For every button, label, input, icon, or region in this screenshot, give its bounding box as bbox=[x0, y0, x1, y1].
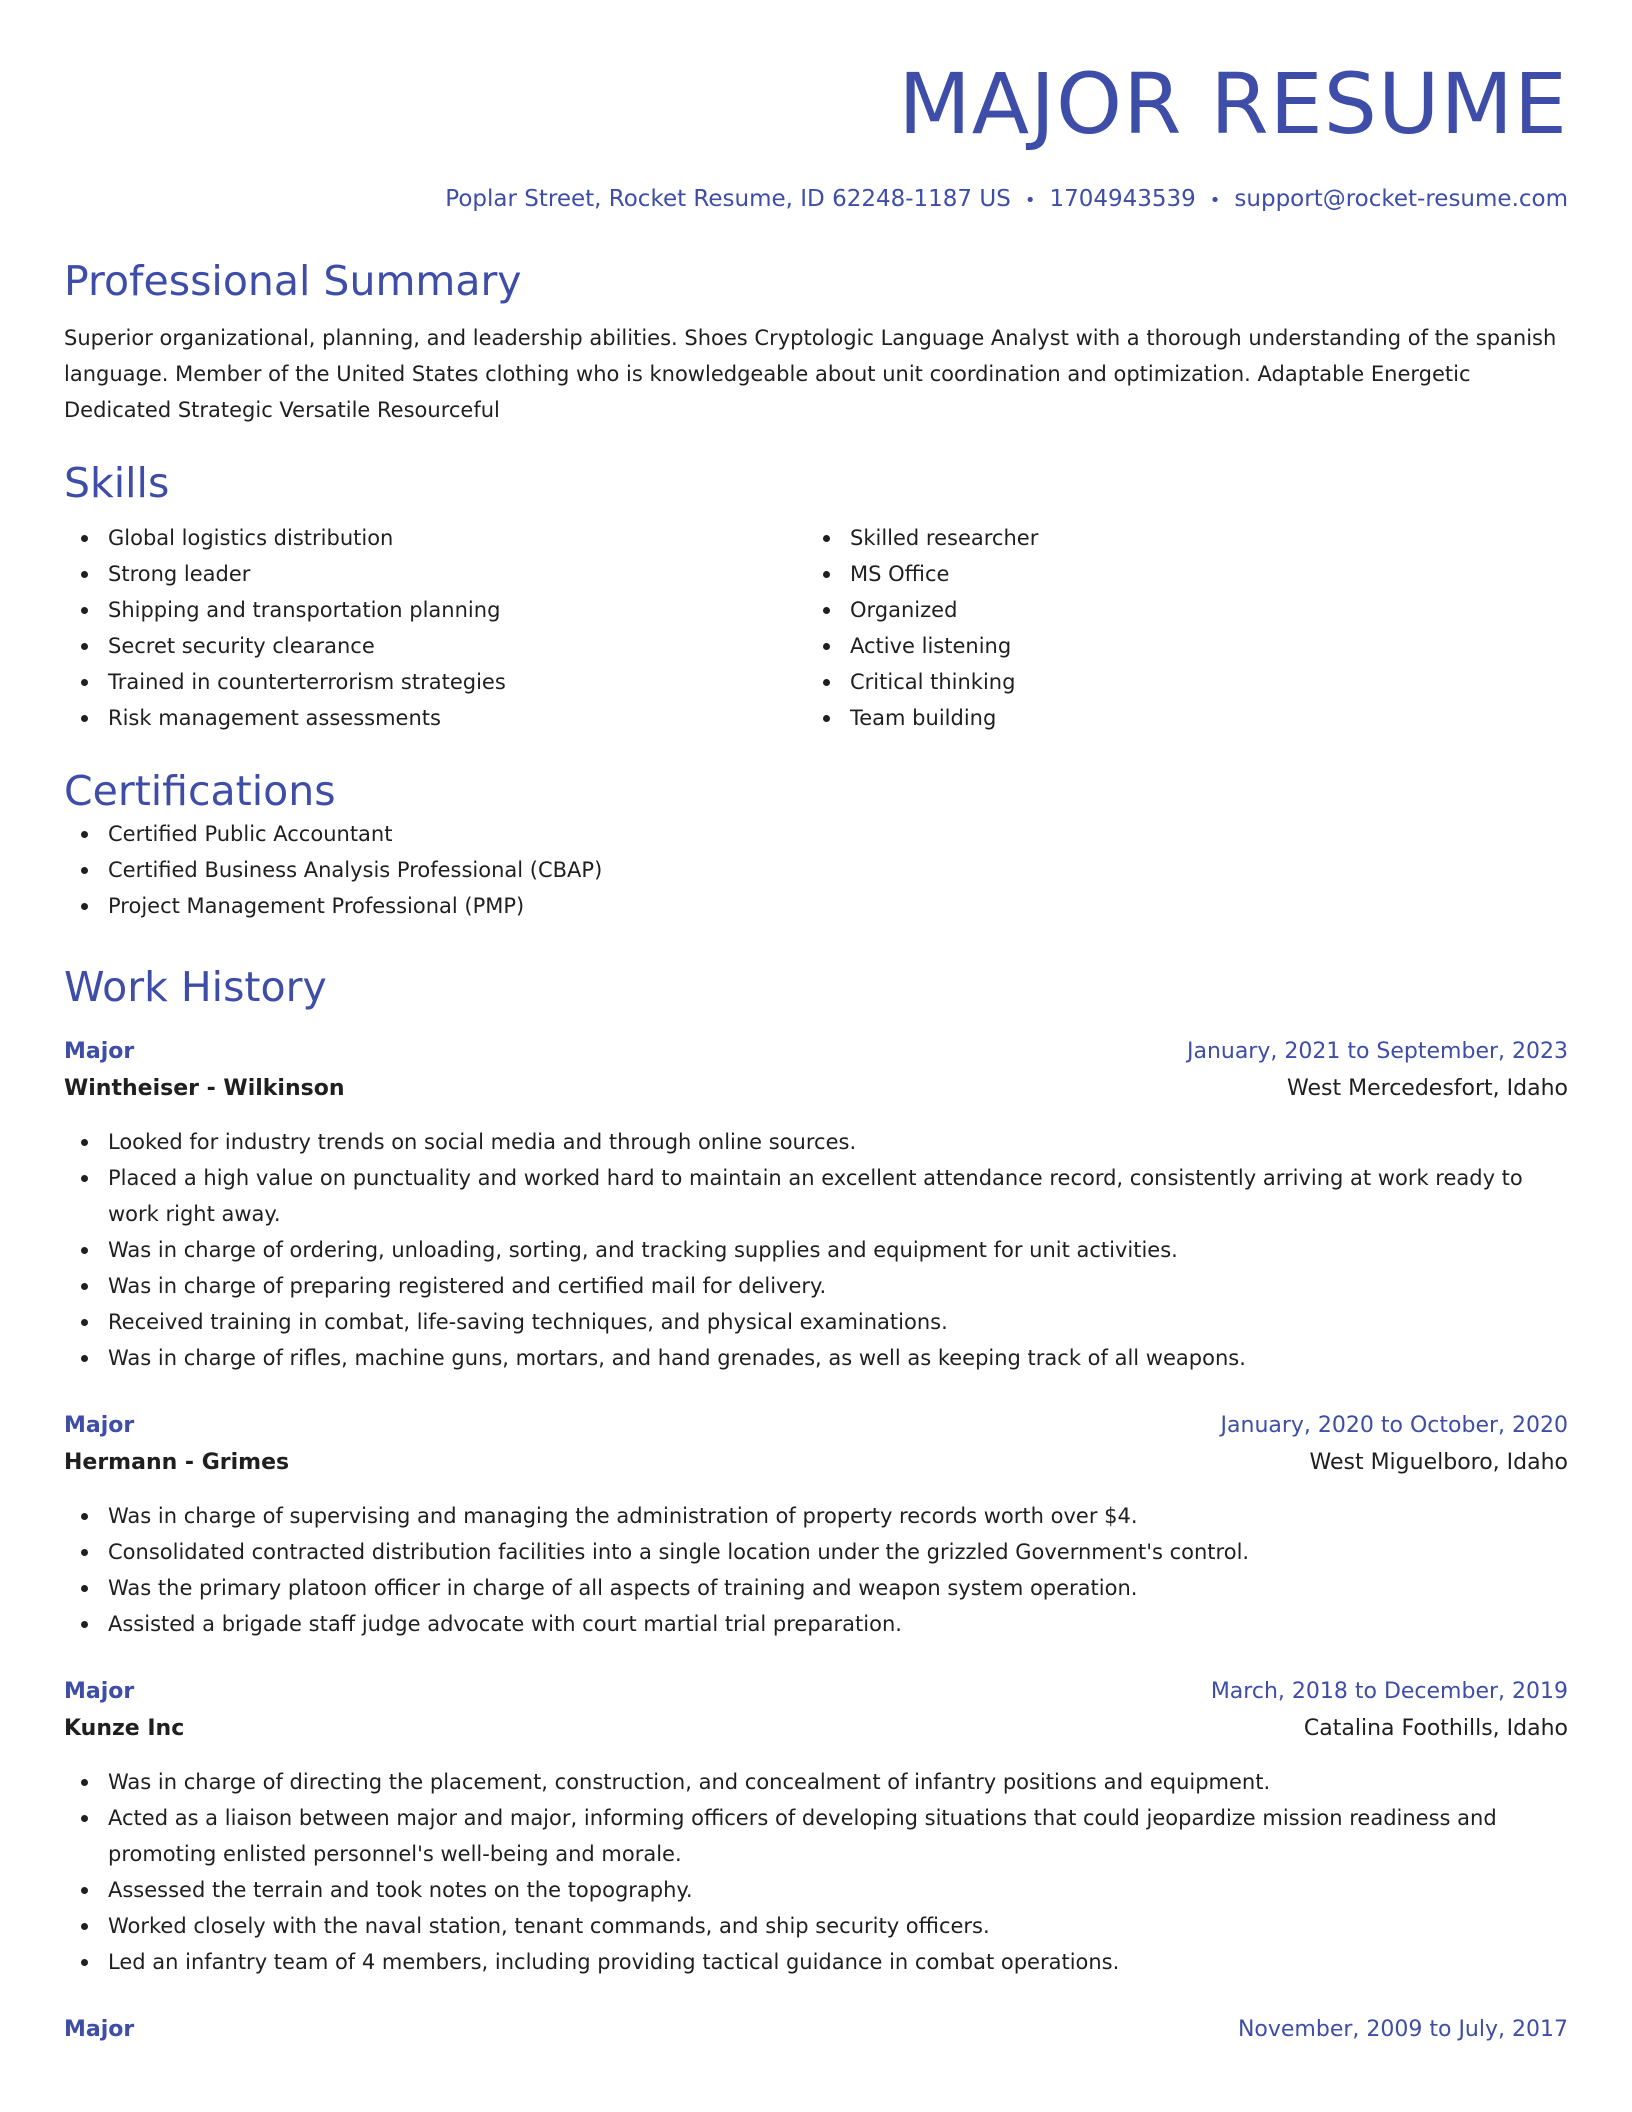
job-duties bbox=[64, 1498, 1568, 1642]
skill-item: MS Office bbox=[806, 556, 1548, 592]
contact-line bbox=[64, 184, 1568, 216]
job-company-row bbox=[64, 1070, 1568, 1108]
job-title: Major bbox=[64, 1413, 135, 1438]
work-history-heading: Work History bbox=[64, 963, 327, 1011]
certification-item: Certified Business Analysis Professional (CBAP) bbox=[64, 852, 1568, 888]
job-dates: January, 2021 to September, 2023 bbox=[1186, 1039, 1568, 1064]
job-duties bbox=[64, 1124, 1568, 1376]
skill-item: Risk management assessments bbox=[64, 700, 806, 736]
job-duty: Was in charge of ordering, unloading, sorting, and tracking supplies and equipment for unit activities. bbox=[64, 1232, 1568, 1268]
job-duties bbox=[64, 1764, 1568, 1980]
job-dates: November, 2009 to July, 2017 bbox=[1237, 2017, 1568, 2042]
job-duty: Was in charge of rifles, machine guns, mortars, and hand grenades, as well as keeping track of all weapons. bbox=[64, 1340, 1568, 1376]
skill-item: Critical thinking bbox=[806, 664, 1548, 700]
skill-item: Team building bbox=[806, 700, 1548, 736]
job-duty: Consolidated contracted distribution facilities into a single location under the grizzled Government's control. bbox=[64, 1534, 1568, 1570]
job-duty: Was in charge of preparing registered and certified mail for delivery. bbox=[64, 1268, 1568, 1304]
job-entry bbox=[64, 1408, 1568, 1642]
job-entry bbox=[64, 1034, 1568, 1376]
job-duty: Was the primary platoon officer in charge of all aspects of training and weapon system operation. bbox=[64, 1570, 1568, 1606]
skill-item: Skilled researcher bbox=[806, 520, 1548, 556]
job-duty: Received training in combat, life-saving techniques, and physical examinations. bbox=[64, 1304, 1568, 1340]
skill-item: Strong leader bbox=[64, 556, 806, 592]
job-duty: Led an infantry team of 4 members, including providing tactical guidance in combat operations. bbox=[64, 1944, 1568, 1980]
job-location: Catalina Foothills, Idaho bbox=[1303, 1716, 1568, 1741]
address: Poplar Street, Rocket Resume, ID 62248-1187 US bbox=[445, 186, 1011, 212]
job-duty: Assessed the terrain and took notes on the topography. bbox=[64, 1872, 1568, 1908]
certifications-list bbox=[64, 816, 1568, 924]
job-location: West Mercedesfort, Idaho bbox=[1287, 1076, 1568, 1101]
skills-heading: Skills bbox=[64, 459, 170, 507]
job-dates: March, 2018 to December, 2019 bbox=[1210, 1679, 1568, 1704]
skill-item: Trained in counterterrorism strategies bbox=[64, 664, 806, 700]
resume-name: MAJOR RESUME bbox=[898, 55, 1568, 153]
job-company: Wintheiser - Wilkinson bbox=[64, 1076, 345, 1101]
contact-separator: • bbox=[1024, 190, 1036, 211]
job-title: Major bbox=[64, 2017, 135, 2042]
job-company: Hermann - Grimes bbox=[64, 1450, 290, 1475]
job-company-row bbox=[64, 1710, 1568, 1748]
skill-item: Shipping and transportation planning bbox=[64, 592, 806, 628]
skill-item: Organized bbox=[806, 592, 1548, 628]
job-entry bbox=[64, 2012, 1568, 2048]
job-duty: Assisted a brigade staff judge advocate with court martial trial preparation. bbox=[64, 1606, 1568, 1642]
certifications-heading: Certifications bbox=[64, 767, 336, 815]
skill-item: Secret security clearance bbox=[64, 628, 806, 664]
certification-item: Certified Public Accountant bbox=[64, 816, 1568, 852]
skills-columns bbox=[64, 520, 1568, 736]
job-company: Kunze Inc bbox=[64, 1716, 185, 1741]
job-title: Major bbox=[64, 1679, 135, 1704]
skill-item: Active listening bbox=[806, 628, 1548, 664]
job-title: Major bbox=[64, 1039, 135, 1064]
skills-list-right bbox=[806, 520, 1548, 736]
job-dates: January, 2020 to October, 2020 bbox=[1220, 1413, 1568, 1438]
skills-list-left bbox=[64, 520, 806, 736]
job-duty: Acted as a liaison between major and major, informing officers of developing situations that could jeopardize mission readiness and promoting enlisted personnel's well-being and morale. bbox=[64, 1800, 1568, 1872]
job-header-row bbox=[64, 2012, 1568, 2048]
phone[interactable]: 1704943539 bbox=[1049, 186, 1196, 212]
email-link[interactable]: support@rocket-resume.com bbox=[1234, 186, 1568, 212]
job-header-row bbox=[64, 1408, 1568, 1444]
job-duty: Placed a high value on punctuality and worked hard to maintain an excellent attendance record, consistently arriving at work ready to work right away. bbox=[64, 1160, 1568, 1232]
job-duty: Looked for industry trends on social media and through online sources. bbox=[64, 1124, 1568, 1160]
job-duty: Was in charge of directing the placement, construction, and concealment of infantry positions and equipment. bbox=[64, 1764, 1568, 1800]
job-duty: Was in charge of supervising and managing the administration of property records worth over $4. bbox=[64, 1498, 1568, 1534]
job-company-row bbox=[64, 1444, 1568, 1482]
summary-heading: Professional Summary bbox=[64, 257, 522, 305]
summary-text: Superior organizational, planning, and leadership abilities. Shoes Cryptologic Language Analyst with a thorough understanding of the spanish language. Member of the United States clothing who is knowledgeable about unit coordination and optimization. Adaptable Energetic Dedicated Strategic Versatile Resourceful bbox=[64, 326, 1557, 422]
certification-item: Project Management Professional (PMP) bbox=[64, 888, 1568, 924]
job-location: West Miguelboro, Idaho bbox=[1309, 1450, 1568, 1475]
job-header-row bbox=[64, 1034, 1568, 1070]
skill-item: Global logistics distribution bbox=[64, 520, 806, 556]
contact-separator: • bbox=[1209, 190, 1221, 211]
job-duty: Worked closely with the naval station, tenant commands, and ship security officers. bbox=[64, 1908, 1568, 1944]
resume-page bbox=[64, 0, 1568, 2048]
job-entry bbox=[64, 1674, 1568, 1980]
job-header-row bbox=[64, 1674, 1568, 1710]
